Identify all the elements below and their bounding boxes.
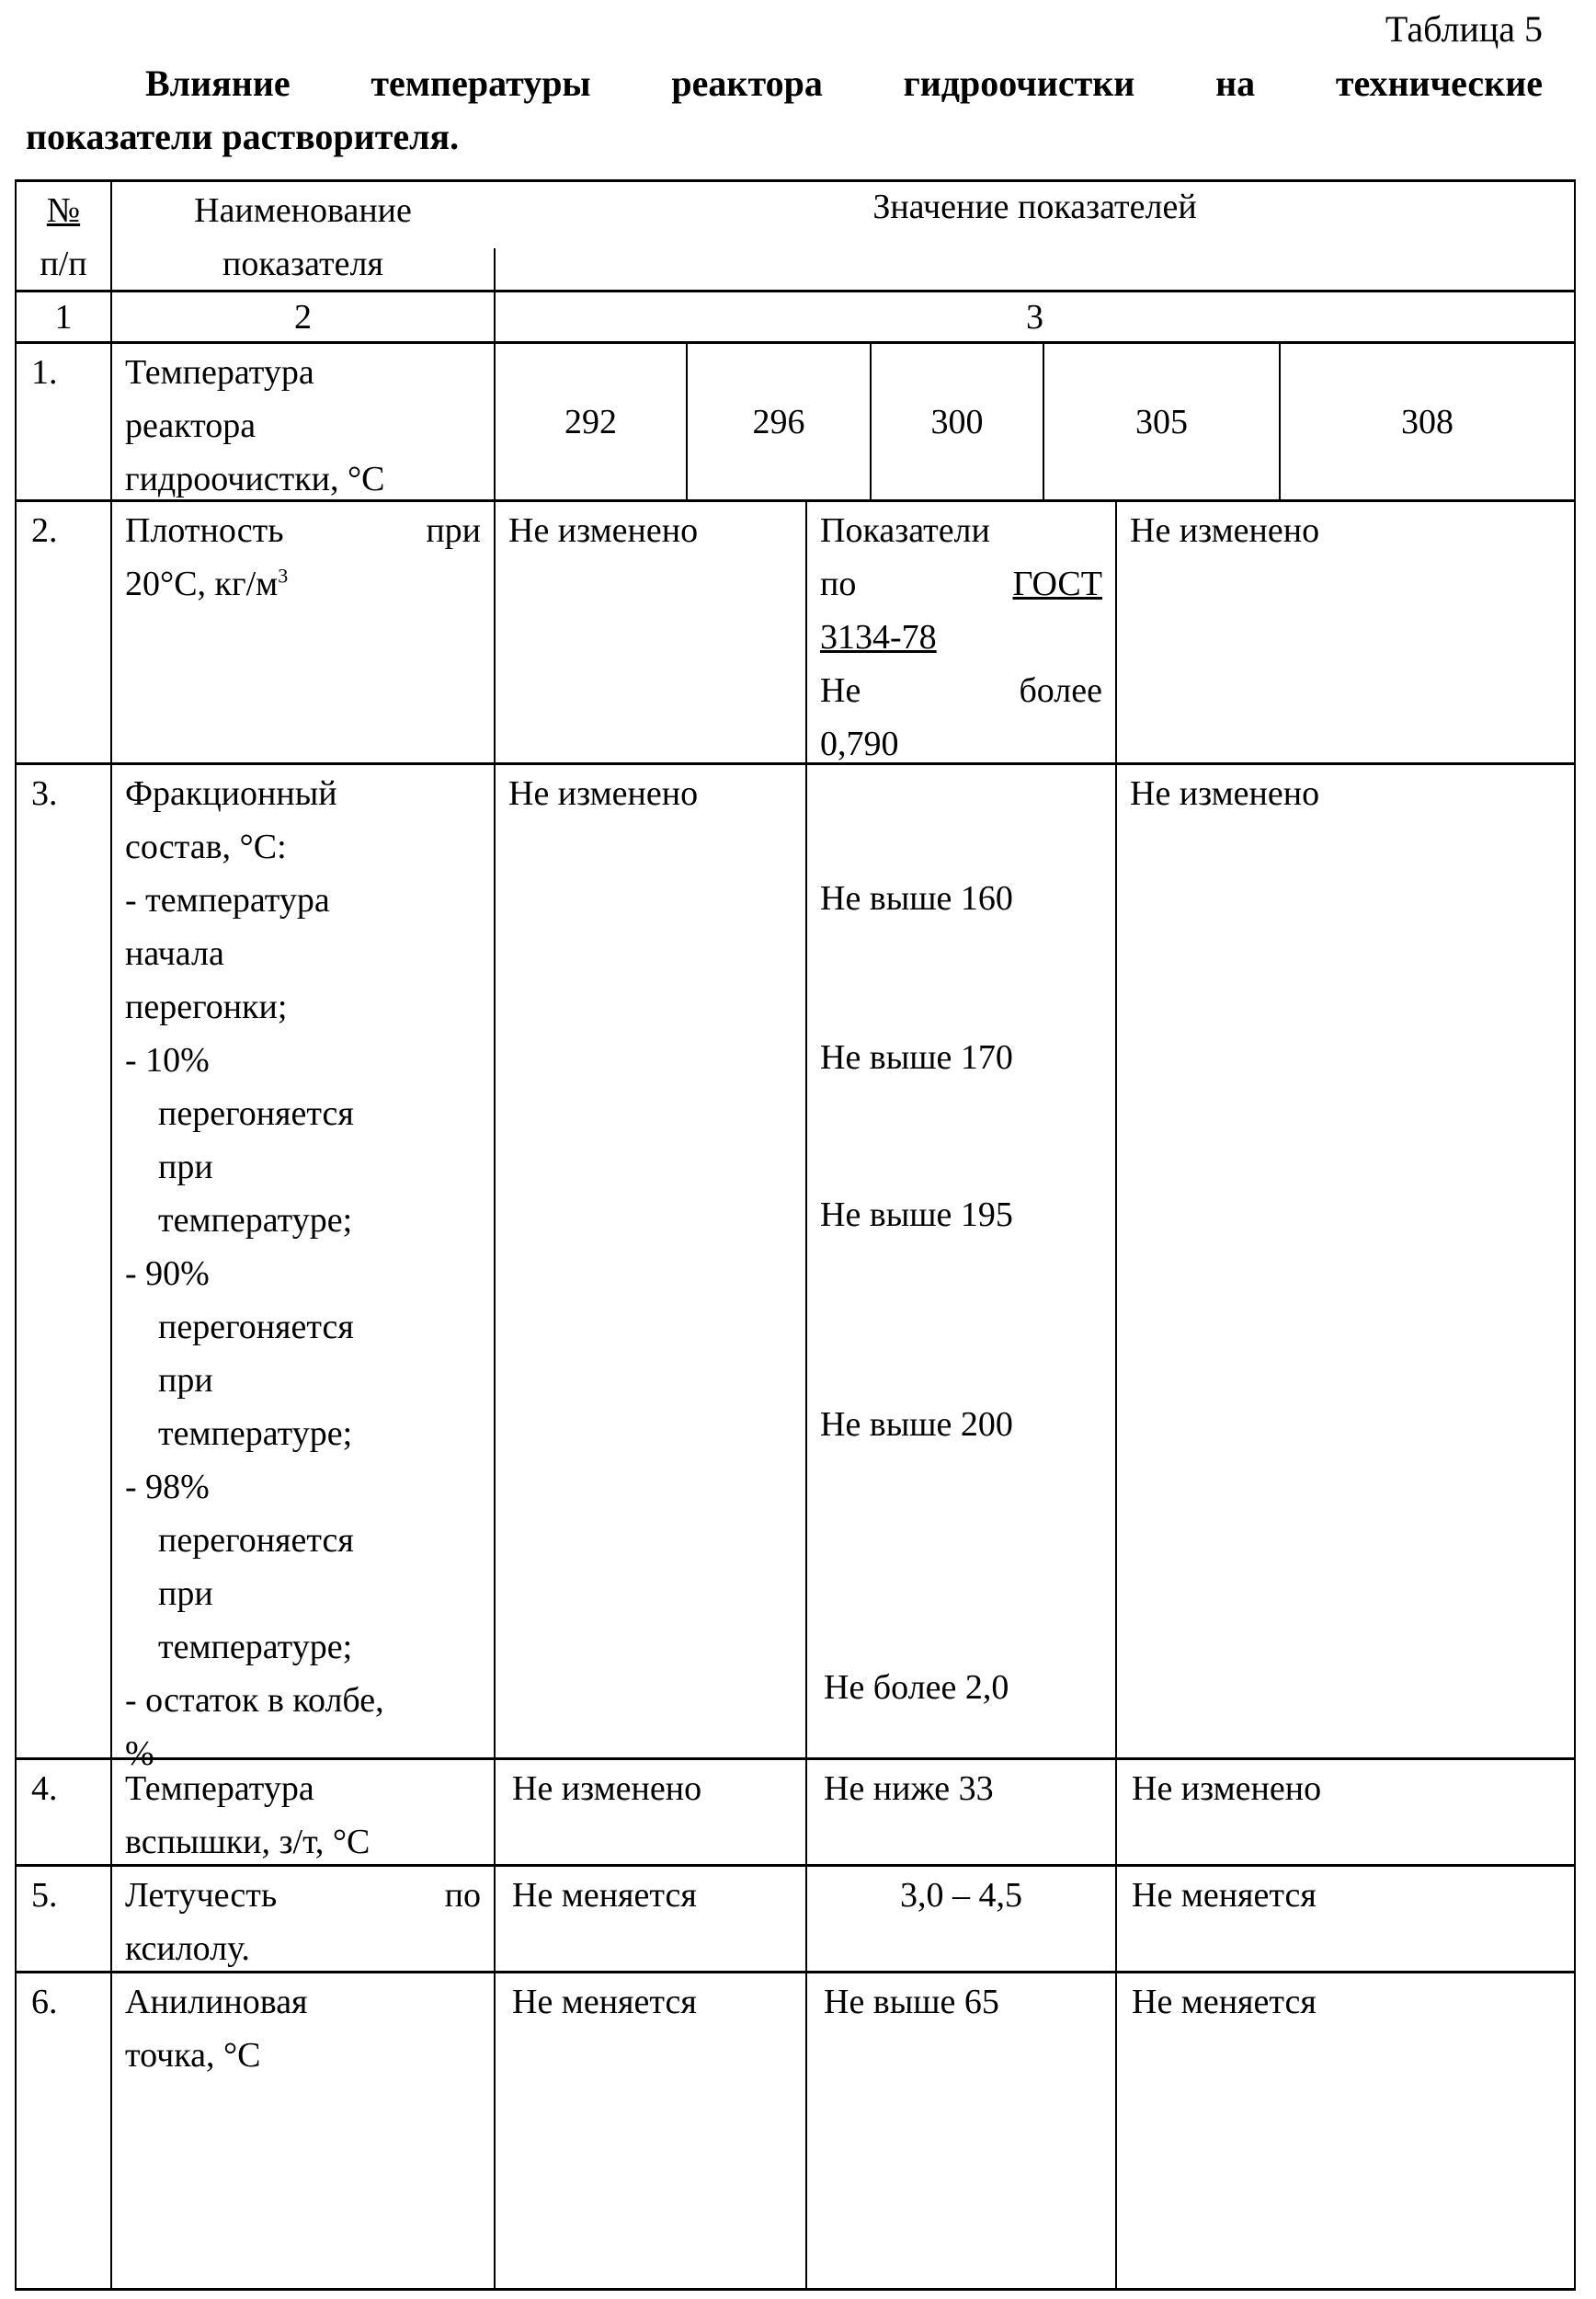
row-3-middle-170: Не выше 170 — [807, 1031, 1115, 1084]
name-line: - 90% — [125, 1247, 481, 1300]
name-line: точка, °С — [125, 2029, 481, 2082]
row-6-middle: Не выше 65 — [811, 1975, 1115, 2029]
col-number-2: 2 — [112, 291, 494, 344]
name-line: Анилиновая — [125, 1975, 481, 2029]
name-line: при — [125, 1354, 481, 1407]
row-2-right: Не изменено — [1117, 504, 1574, 557]
header-name-line1: Наименование — [125, 184, 481, 237]
row-3-num: 3. — [18, 767, 110, 820]
name-line: при — [125, 1567, 481, 1620]
name-line: перегоняется — [125, 1300, 481, 1354]
row-2-left: Не изменено — [496, 504, 805, 557]
header-num — [17, 184, 110, 291]
name-line: температуре; — [125, 1407, 481, 1460]
name-line: ксилолу. — [125, 1922, 481, 1975]
header-name — [112, 184, 494, 291]
name-line: Температура — [125, 346, 481, 399]
name-line: состав, °С: — [125, 820, 481, 874]
name-line: - остаток в колбе, — [125, 1674, 481, 1727]
row-3-middle-160: Не выше 160 — [807, 872, 1115, 925]
row-1-value-300: 300 — [872, 395, 1043, 449]
row-2-middle — [807, 504, 1115, 771]
row-2-num: 2. — [18, 504, 110, 557]
row-6-right: Не меняется — [1119, 1975, 1574, 2029]
name-line-text: 20°С, кг/м — [125, 565, 278, 603]
table-border-bottom — [15, 2288, 1576, 2291]
name-line: температуре; — [125, 1620, 481, 1674]
header-num-line1: № — [17, 184, 110, 237]
header-name-line2: показателя — [125, 237, 481, 291]
row-1-num: 1. — [18, 346, 110, 399]
middle-line: Показатели — [820, 504, 1102, 557]
row-4-name — [112, 1762, 494, 1869]
name-line: начала — [125, 927, 481, 980]
row-5-right: Не меняется — [1119, 1869, 1574, 1922]
limit-word-2: более — [1019, 664, 1102, 717]
col-number-3: 3 — [496, 291, 1574, 344]
row-1-value-292: 292 — [496, 395, 686, 449]
name-line: гидроочистки, °С — [125, 452, 481, 506]
table-border-right — [1574, 179, 1576, 2291]
row-3-middle-195: Не выше 195 — [807, 1188, 1115, 1241]
row-6-name — [112, 1975, 494, 2082]
name-line: температуре; — [125, 1194, 481, 1247]
heading-line-2: показатели растворителя. — [26, 110, 1543, 164]
name-line: Фракционный — [125, 767, 481, 820]
name-line — [125, 557, 481, 611]
row-6-num: 6. — [18, 1975, 110, 2029]
row-5-num: 5. — [18, 1869, 110, 1922]
heading-line-1: Влияние температуры реактора гидроочистки на технические — [26, 57, 1543, 110]
name-line: Температура — [125, 1762, 481, 1815]
row-3-middle-residue: Не более 2,0 — [811, 1661, 1115, 1714]
row-2-name — [112, 504, 494, 611]
middle-line — [820, 664, 1102, 717]
row-6-left: Не меняется — [499, 1975, 805, 2029]
row-1-value-296: 296 — [688, 395, 870, 449]
name-line: перегоняется — [125, 1514, 481, 1567]
name-line: реактора — [125, 399, 481, 452]
table-caption: Таблица 5 — [1385, 7, 1543, 51]
limit-word-1: Не — [820, 664, 861, 717]
row-1-value-308: 308 — [1281, 395, 1574, 449]
name-line: - 10% — [125, 1034, 481, 1087]
header-num-line2: п/п — [17, 237, 110, 291]
name-line: при — [125, 1140, 481, 1194]
row-5-middle: 3,0 – 4,5 — [807, 1869, 1115, 1922]
col-number-1: 1 — [17, 291, 110, 344]
name-line: - температура — [125, 874, 481, 927]
name-line: Плотность при — [125, 504, 481, 557]
name-line: перегоняется — [125, 1087, 481, 1140]
row-4-left: Не изменено — [499, 1762, 805, 1815]
row-4-num: 4. — [18, 1762, 110, 1815]
header-values: Значение показателей — [496, 180, 1574, 234]
row-4-middle: Не ниже 33 — [811, 1762, 1115, 1815]
row-divider — [15, 762, 1576, 765]
name-line: - 98% — [125, 1460, 481, 1514]
row-3-left: Не изменено — [496, 767, 805, 820]
row-5-name — [112, 1869, 494, 1975]
row-1-name — [112, 346, 494, 506]
row-3-right: Не изменено — [1117, 767, 1574, 820]
gost-link: ГОСТ — [1013, 557, 1103, 611]
gost-number: 3134-78 — [820, 618, 937, 657]
name-line: вспышки, з/т, °С — [125, 1815, 481, 1869]
name-line: перегонки; — [125, 980, 481, 1034]
middle-line — [820, 557, 1102, 611]
middle-line — [820, 611, 1102, 664]
table-border-left — [15, 179, 17, 2291]
superscript: 3 — [278, 564, 288, 587]
middle-line: 0,790 — [820, 717, 1102, 771]
name-line: Летучесть по — [125, 1869, 481, 1922]
row-4-right: Не изменено — [1119, 1762, 1574, 1815]
row-3-name — [112, 767, 494, 1780]
row-3-middle-200: Не выше 200 — [807, 1398, 1115, 1451]
name-line: % — [125, 1727, 481, 1780]
row-5-left: Не меняется — [499, 1869, 805, 1922]
gost-prefix: по — [820, 557, 856, 611]
table-heading — [26, 57, 1543, 164]
row-1-value-305: 305 — [1044, 395, 1279, 449]
